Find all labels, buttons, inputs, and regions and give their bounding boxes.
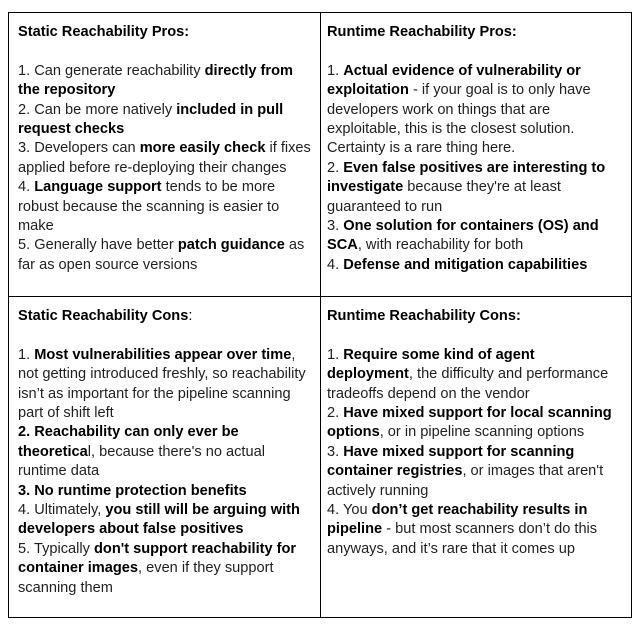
text-run: if fixes applied before re-deploying their changes — [18, 140, 311, 176]
text-run: 3. Developers can — [18, 140, 140, 157]
text-run: 5. Generally have better — [18, 237, 178, 254]
bold-text: Language support — [34, 179, 162, 196]
bold-text: 2. Reachability can only ever be theoretica — [18, 424, 239, 460]
bold-text: directly from the repository — [18, 62, 293, 99]
bold-text: 3. No runtime protection benefits — [18, 482, 247, 499]
cell-title-suffix: : — [184, 24, 190, 40]
bold-text: you still will be arguing with developers about false positives — [18, 502, 300, 538]
cell-runtime-cons — [320, 296, 632, 618]
bold-text: Most vulnerabilities appear over time — [34, 346, 292, 363]
list-item — [18, 178, 312, 236]
cell-title-text: Static Reachability Cons — [18, 308, 189, 324]
list-item — [327, 346, 623, 404]
bold-text: Actual evidence of vulnerability or exploitation — [327, 62, 581, 99]
text-run: 2. Can be more natively — [18, 101, 177, 118]
cell-static-cons — [8, 296, 320, 618]
text-run: tends to be more robust because the scanning is easier to make — [18, 179, 280, 235]
text-run: , or in pipeline scanning options — [379, 424, 585, 441]
cell-title-suffix: : — [188, 308, 193, 324]
list-item — [327, 256, 623, 275]
list-item — [18, 423, 312, 481]
list-item — [327, 62, 623, 159]
bold-text: more easily check — [139, 140, 266, 157]
text-run: 1. — [327, 346, 344, 363]
text-run: 3. — [327, 443, 344, 460]
text-run: 3. — [327, 218, 344, 235]
cell-title-text: Runtime Reachability Cons — [327, 308, 516, 324]
text-run: - if your goal is to only have developers work on things that are exploitable, this is the closest solution. Certainty is a rare thing here. — [327, 82, 591, 157]
text-run: 4. You — [327, 502, 372, 519]
text-run: 4. — [327, 256, 344, 273]
list-item — [18, 540, 312, 598]
text-run: - but most scanners don’t do this anyways, and it’s rare that it comes up — [327, 521, 598, 557]
bold-text: One solution for containers (OS) and SCA — [327, 218, 599, 254]
cell-title-text: Runtime Reachability Pros — [327, 24, 512, 40]
bold-text: included in pull request checks — [18, 101, 284, 138]
item-list — [327, 62, 623, 275]
text-run: , or images that aren't actively running — [327, 463, 604, 499]
list-item — [327, 501, 623, 559]
text-run: 1. — [18, 346, 35, 363]
bold-text: patch guidance — [177, 237, 285, 254]
text-run: , with reachability for both — [357, 237, 524, 254]
cell-title — [327, 23, 623, 42]
cell-static-pros — [8, 12, 320, 296]
bold-text: Defense and mitigation capabilities — [343, 256, 588, 273]
cell-title-suffix: : — [515, 308, 521, 324]
item-list — [327, 346, 623, 559]
cell-title-text: Static Reachability Pros — [18, 24, 185, 40]
list-item — [327, 217, 623, 256]
bold-text: Have mixed support for scanning container registries — [327, 443, 575, 480]
list-item — [18, 482, 312, 501]
cell-title — [18, 23, 312, 42]
comparison-table — [8, 12, 632, 618]
bold-text: Require some kind of agent deployment — [327, 346, 535, 383]
list-item — [18, 62, 312, 101]
text-run: 1. — [327, 62, 344, 79]
text-run: , not getting introduced freshly, so reachability isn’t as important for the pipeline scanning part of shift left — [18, 346, 306, 422]
bold-text: Have mixed support for local scanning options — [327, 405, 612, 441]
text-run: 5. Typically — [18, 540, 94, 557]
list-item — [18, 236, 312, 275]
cell-title-suffix: : — [511, 24, 517, 40]
text-run: 4. — [18, 179, 35, 196]
list-item — [327, 443, 623, 501]
cell-title — [327, 307, 623, 326]
text-run: 1. Can generate reachability — [18, 62, 205, 79]
list-item — [327, 404, 623, 443]
bold-text: Even false positives are interesting to investigate — [327, 159, 606, 196]
bold-text: don't support reachability for container images — [18, 540, 297, 577]
text-run: , the difficulty and performance tradeoffs depend on the vendor — [327, 366, 609, 402]
list-item — [18, 501, 312, 540]
bold-text: don’t get reachability results in pipeline — [327, 502, 588, 538]
text-run: l, because there's no actual runtime data — [18, 443, 265, 480]
text-run: because they're at least guaranteed to run — [327, 179, 561, 215]
text-run: 4. Ultimately, — [18, 502, 106, 519]
item-list — [18, 62, 312, 275]
text-run: 2. — [327, 405, 344, 422]
text-run: as far as open source versions — [18, 237, 305, 273]
list-item — [327, 159, 623, 217]
text-run: 2. — [327, 159, 344, 176]
cell-runtime-pros — [320, 12, 632, 296]
item-list — [18, 346, 312, 598]
list-item — [18, 346, 312, 424]
text-run: , even if they support scanning them — [18, 560, 274, 596]
list-item — [18, 139, 312, 178]
cell-title — [18, 307, 312, 326]
list-item — [18, 101, 312, 140]
